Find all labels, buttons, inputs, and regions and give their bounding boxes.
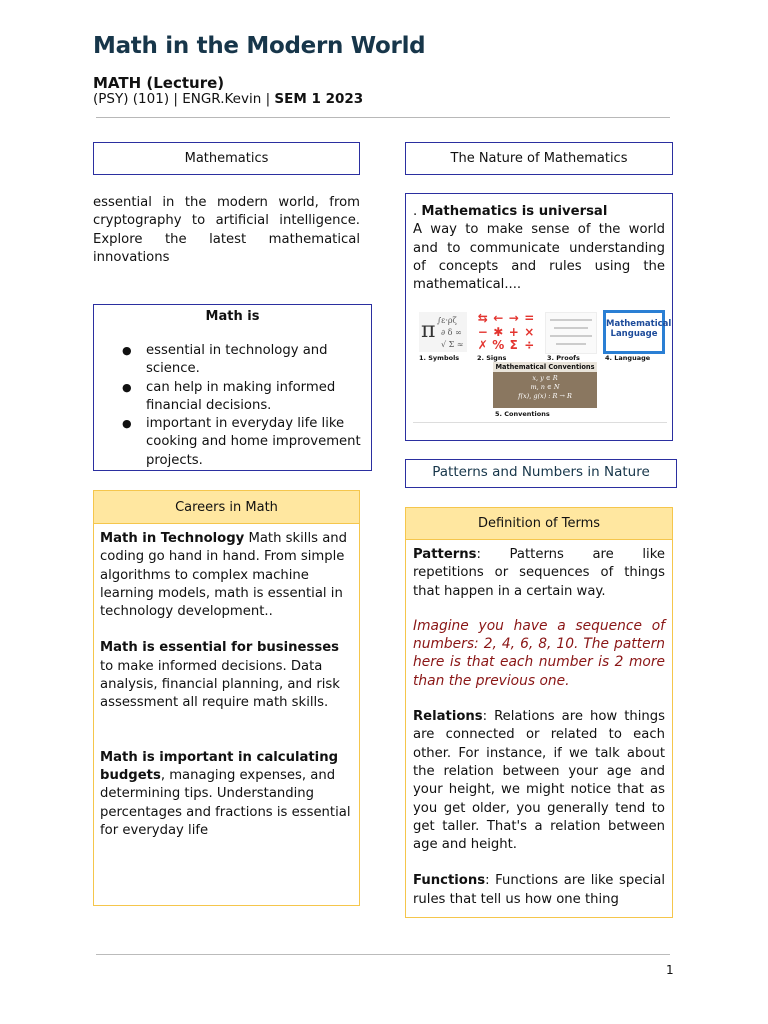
career-technology-title: Math in Technology xyxy=(100,531,245,546)
relations-definition xyxy=(413,708,665,854)
career-business xyxy=(100,639,353,712)
sign-glyph: + xyxy=(508,324,519,339)
caption-conventions: 5. Conventions xyxy=(495,410,550,419)
patterns-text: : Patterns are like repetitions or sequences of things that happen in a certain way. xyxy=(413,547,665,599)
symbols-tile: π ∫ε·ρζ ∂ δ ∞ √ Σ ≈ xyxy=(419,312,467,352)
patterns-term: Patterns xyxy=(413,547,477,562)
career-business-text: to make informed decisions. Data analysis, financial planning, and risk assessment all require math skills. xyxy=(100,658,340,711)
career-budgets-title: Math is important in calculating budgets xyxy=(100,749,339,783)
patterns-heading-box xyxy=(405,459,677,488)
semester: SEM 1 2023 xyxy=(274,91,364,107)
sign-glyph: ✱ xyxy=(493,324,504,339)
universal-box xyxy=(405,193,673,441)
caption-symbols: 1. Symbols xyxy=(419,354,460,363)
careers-heading-box xyxy=(93,490,360,524)
figure-rule xyxy=(413,422,667,423)
conventions-tile xyxy=(493,362,597,408)
functions-text: : Functions are like special rules that tell us how one thing xyxy=(413,873,665,907)
proofs-tile xyxy=(545,312,597,354)
math-language-figure xyxy=(413,310,672,430)
math-is-box xyxy=(93,304,372,471)
careers-box xyxy=(93,523,360,906)
conventions-title: Mathematical Conventions xyxy=(493,362,597,372)
math-is-heading: Math is xyxy=(205,309,260,324)
universal-text xyxy=(413,203,665,294)
caption-proofs: 3. Proofs xyxy=(547,354,580,363)
functions-definition xyxy=(413,872,665,909)
list-item: ● important in everyday life like cooking and home improvement projects. xyxy=(146,415,365,470)
nature-heading: The Nature of Mathematics xyxy=(450,151,628,166)
conventions-lines xyxy=(493,372,597,401)
sign-glyph: ÷ xyxy=(524,338,535,353)
mathematics-text: essential in the modern world, from cryptography to artificial intelligence. Explore the latest mathematical innovations xyxy=(93,195,360,265)
sign-glyph: % xyxy=(492,338,505,353)
career-budgets-text: , managing expenses, and determining tips. Understanding percentages and fractions is essential for everyday life xyxy=(100,767,351,838)
caption-signs: 2. Signs xyxy=(477,354,507,363)
universal-title: Mathematics is universal xyxy=(421,204,608,219)
nature-heading-box xyxy=(405,142,673,175)
definitions-box xyxy=(405,539,673,918)
sign-glyph: × xyxy=(524,324,535,339)
relations-text: : Relations are how things are connected or related to each other. For instance, if we talk about the relation between your age and your height, we might notice that as you get older, you generally tend to get taller. That's a relation between age and height. xyxy=(413,709,665,853)
language-tile-label: Mathematical Language xyxy=(606,313,662,351)
sign-glyph: ✗ xyxy=(477,338,488,353)
career-budgets xyxy=(100,749,353,840)
signs-tile xyxy=(475,312,537,352)
sign-glyph: − xyxy=(477,324,488,339)
course-meta xyxy=(93,91,363,107)
list-item: ● can help in making informed financial decisions. xyxy=(146,379,365,416)
header-divider xyxy=(96,117,670,118)
patterns-heading: Patterns and Numbers in Nature xyxy=(432,464,650,480)
conventions-line: m, n ∈ N xyxy=(530,383,560,392)
universal-body: A way to make sense of the world and to communicate understanding of concepts and rules using the mathematical.... xyxy=(413,222,665,293)
definition-heading-box xyxy=(405,507,673,540)
career-technology-text: Math skills and coding go hand in hand. From simple algorithms to complex machine learning models, math is essential in technology development.. xyxy=(100,531,348,620)
caption-language: 4. Language xyxy=(605,354,651,363)
relations-term: Relations xyxy=(413,709,483,725)
course-title: MATH (Lecture) xyxy=(93,74,225,92)
conventions-line: f(x), g(x) : R → R xyxy=(518,392,572,401)
definition-heading: Definition of Terms xyxy=(477,516,601,531)
language-tile xyxy=(603,310,672,354)
mathematics-heading: Mathematics xyxy=(184,151,269,166)
functions-term: Functions xyxy=(413,873,486,889)
footer-divider xyxy=(96,954,670,955)
mathematics-heading-box xyxy=(93,142,360,175)
meta-text: (PSY) (101) | ENGR.Kevin | xyxy=(93,91,275,107)
sign-glyph: ← xyxy=(493,311,504,326)
careers-heading: Careers in Math xyxy=(175,500,278,515)
page-number: 1 xyxy=(666,963,674,977)
patterns-example: Imagine you have a sequence of numbers: 2, 4, 6, 8, 10. The pattern here is that each number is 2 more than the previous one. xyxy=(413,617,665,689)
math-is-list xyxy=(100,342,365,470)
sign-glyph: = xyxy=(524,311,535,326)
universal-prefix: . xyxy=(413,204,422,219)
page-title: Math in the Modern World xyxy=(93,33,426,59)
career-technology xyxy=(100,530,353,621)
career-business-title: Math is essential for businesses xyxy=(100,640,339,656)
conventions-line: x, y ∈ R xyxy=(532,374,558,383)
sign-glyph: → xyxy=(508,311,519,326)
patterns-definition xyxy=(413,546,665,601)
sign-glyph: Σ xyxy=(509,338,518,353)
list-item: ● essential in technology and science. xyxy=(146,342,365,379)
sign-glyph: ⇆ xyxy=(477,311,488,326)
